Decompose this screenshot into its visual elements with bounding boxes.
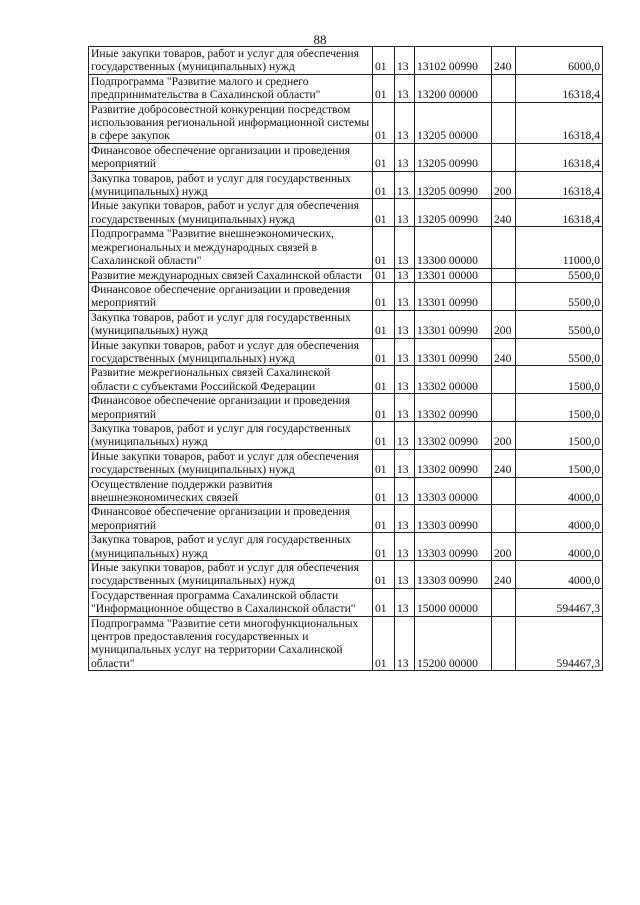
page-number: 88	[313, 32, 327, 47]
table-row	[89, 282, 603, 310]
row-section-cell: 01	[373, 505, 395, 533]
row-amount-cell: 4000,0	[516, 561, 603, 589]
row-name-cell: Финансовое обеспечение организации и проведения мероприятий	[89, 282, 373, 310]
row-section-cell: 01	[373, 421, 395, 449]
row-amount-cell: 594467,3	[516, 588, 603, 616]
row-subsection-cell: 13	[395, 47, 415, 75]
row-expense-type-cell: 200	[492, 421, 516, 449]
row-expense-type-cell	[492, 505, 516, 533]
row-name-cell: Подпрограмма "Развитие сети многофункциональных центров предоставления государственных и муниципальных услуг на территории Сахалинской области"	[89, 616, 373, 671]
row-section-cell: 01	[373, 533, 395, 561]
row-expense-type-cell	[492, 366, 516, 394]
row-name-cell: Закупка товаров, работ и услуг для государственных (муниципальных) нужд	[89, 171, 373, 199]
row-expense-type-cell	[492, 74, 516, 102]
budget-table-body	[89, 47, 603, 671]
row-section-cell: 01	[373, 102, 395, 143]
table-row	[89, 74, 603, 102]
row-section-cell: 01	[373, 199, 395, 227]
row-section-cell: 01	[373, 143, 395, 171]
row-expense-type-cell	[492, 102, 516, 143]
row-target-article-cell: 13300 00000	[415, 227, 492, 268]
row-name-cell: Иные закупки товаров, работ и услуг для обеспечения государственных (муниципальных) нужд	[89, 199, 373, 227]
row-subsection-cell: 13	[395, 143, 415, 171]
row-name-cell: Закупка товаров, работ и услуг для государственных (муниципальных) нужд	[89, 421, 373, 449]
row-target-article-cell: 13301 00990	[415, 282, 492, 310]
row-target-article-cell: 13102 00990	[415, 47, 492, 75]
table-row	[89, 171, 603, 199]
row-section-cell: 01	[373, 338, 395, 366]
row-subsection-cell: 13	[395, 310, 415, 338]
row-subsection-cell: 13	[395, 505, 415, 533]
row-expense-type-cell	[492, 394, 516, 422]
row-section-cell: 01	[373, 171, 395, 199]
row-name-cell: Развитие международных связей Сахалинской области	[89, 268, 373, 282]
table-row	[89, 338, 603, 366]
table-row	[89, 588, 603, 616]
row-subsection-cell: 13	[395, 171, 415, 199]
row-amount-cell: 16318,4	[516, 143, 603, 171]
table-row	[89, 449, 603, 477]
row-name-cell: Закупка товаров, работ и услуг для государственных (муниципальных) нужд	[89, 310, 373, 338]
row-amount-cell: 1500,0	[516, 449, 603, 477]
row-subsection-cell: 13	[395, 366, 415, 394]
row-name-cell: Иные закупки товаров, работ и услуг для обеспечения государственных (муниципальных) нужд	[89, 47, 373, 75]
table-row	[89, 143, 603, 171]
row-section-cell: 01	[373, 310, 395, 338]
row-section-cell: 01	[373, 227, 395, 268]
row-amount-cell: 1500,0	[516, 421, 603, 449]
row-amount-cell: 1500,0	[516, 366, 603, 394]
row-target-article-cell: 15000 00000	[415, 588, 492, 616]
table-row	[89, 227, 603, 268]
row-section-cell: 01	[373, 74, 395, 102]
row-amount-cell: 5500,0	[516, 282, 603, 310]
row-target-article-cell: 13301 00990	[415, 338, 492, 366]
row-name-cell: Иные закупки товаров, работ и услуг для обеспечения государственных (муниципальных) нужд	[89, 561, 373, 589]
row-expense-type-cell	[492, 143, 516, 171]
row-amount-cell: 16318,4	[516, 102, 603, 143]
row-expense-type-cell: 240	[492, 449, 516, 477]
row-section-cell: 01	[373, 366, 395, 394]
row-name-cell: Осуществление поддержки развития внешнеэкономических связей	[89, 477, 373, 505]
row-target-article-cell: 13302 00990	[415, 449, 492, 477]
row-subsection-cell: 13	[395, 616, 415, 671]
row-name-cell: Иные закупки товаров, работ и услуг для обеспечения государственных (муниципальных) нужд	[89, 449, 373, 477]
row-target-article-cell: 13302 00990	[415, 394, 492, 422]
row-target-article-cell: 13205 00990	[415, 143, 492, 171]
table-row	[89, 366, 603, 394]
table-row	[89, 505, 603, 533]
row-amount-cell: 16318,4	[516, 171, 603, 199]
row-subsection-cell: 13	[395, 199, 415, 227]
row-expense-type-cell	[492, 477, 516, 505]
table-row	[89, 199, 603, 227]
row-subsection-cell: 13	[395, 588, 415, 616]
row-subsection-cell: 13	[395, 268, 415, 282]
row-amount-cell: 1500,0	[516, 394, 603, 422]
row-subsection-cell: 13	[395, 338, 415, 366]
row-amount-cell: 16318,4	[516, 199, 603, 227]
row-subsection-cell: 13	[395, 477, 415, 505]
row-section-cell: 01	[373, 561, 395, 589]
row-target-article-cell: 15200 00000	[415, 616, 492, 671]
row-expense-type-cell: 240	[492, 47, 516, 75]
row-name-cell: Подпрограмма "Развитие внешнеэкономических, межрегиональных и международных связей в Сахалинской области"	[89, 227, 373, 268]
row-name-cell: Финансовое обеспечение организации и проведения мероприятий	[89, 505, 373, 533]
row-section-cell: 01	[373, 449, 395, 477]
table-row	[89, 102, 603, 143]
row-subsection-cell: 13	[395, 102, 415, 143]
row-subsection-cell: 13	[395, 561, 415, 589]
row-target-article-cell: 13303 00000	[415, 477, 492, 505]
row-amount-cell: 5500,0	[516, 338, 603, 366]
table-row	[89, 533, 603, 561]
row-expense-type-cell: 200	[492, 533, 516, 561]
row-expense-type-cell: 200	[492, 171, 516, 199]
table-row	[89, 310, 603, 338]
row-name-cell: Подпрограмма "Развитие малого и среднего предпринимательства в Сахалинской области"	[89, 74, 373, 102]
table-row	[89, 421, 603, 449]
row-section-cell: 01	[373, 616, 395, 671]
row-target-article-cell: 13301 00990	[415, 310, 492, 338]
row-expense-type-cell: 240	[492, 338, 516, 366]
row-section-cell: 01	[373, 394, 395, 422]
row-expense-type-cell	[492, 268, 516, 282]
row-name-cell: Закупка товаров, работ и услуг для государственных (муниципальных) нужд	[89, 533, 373, 561]
row-name-cell: Финансовое обеспечение организации и проведения мероприятий	[89, 143, 373, 171]
table-row	[89, 477, 603, 505]
row-expense-type-cell	[492, 616, 516, 671]
row-subsection-cell: 13	[395, 227, 415, 268]
row-target-article-cell: 13303 00990	[415, 561, 492, 589]
row-subsection-cell: 13	[395, 74, 415, 102]
row-section-cell: 01	[373, 47, 395, 75]
row-expense-type-cell	[492, 227, 516, 268]
table-row	[89, 47, 603, 75]
row-target-article-cell: 13205 00000	[415, 102, 492, 143]
row-name-cell: Развитие межрегиональных связей Сахалинской области с субъектами Российской Федерации	[89, 366, 373, 394]
row-subsection-cell: 13	[395, 394, 415, 422]
table-row	[89, 394, 603, 422]
row-subsection-cell: 13	[395, 449, 415, 477]
row-target-article-cell: 13303 00990	[415, 533, 492, 561]
row-target-article-cell: 13303 00990	[415, 505, 492, 533]
row-subsection-cell: 13	[395, 421, 415, 449]
row-section-cell: 01	[373, 588, 395, 616]
table-row	[89, 561, 603, 589]
row-target-article-cell: 13302 00000	[415, 366, 492, 394]
row-amount-cell: 5500,0	[516, 268, 603, 282]
table-row	[89, 268, 603, 282]
row-target-article-cell: 13301 00000	[415, 268, 492, 282]
row-target-article-cell: 13200 00000	[415, 74, 492, 102]
row-section-cell: 01	[373, 477, 395, 505]
row-name-cell: Иные закупки товаров, работ и услуг для обеспечения государственных (муниципальных) нужд	[89, 338, 373, 366]
row-subsection-cell: 13	[395, 282, 415, 310]
row-expense-type-cell: 200	[492, 310, 516, 338]
row-amount-cell: 5500,0	[516, 310, 603, 338]
row-section-cell: 01	[373, 282, 395, 310]
row-expense-type-cell: 240	[492, 561, 516, 589]
row-amount-cell: 4000,0	[516, 477, 603, 505]
row-expense-type-cell: 240	[492, 199, 516, 227]
row-target-article-cell: 13205 00990	[415, 199, 492, 227]
row-target-article-cell: 13205 00990	[415, 171, 492, 199]
row-name-cell: Финансовое обеспечение организации и проведения мероприятий	[89, 394, 373, 422]
row-amount-cell: 16318,4	[516, 74, 603, 102]
row-amount-cell: 4000,0	[516, 533, 603, 561]
row-target-article-cell: 13302 00990	[415, 421, 492, 449]
row-expense-type-cell	[492, 588, 516, 616]
row-section-cell: 01	[373, 268, 395, 282]
row-amount-cell: 11000,0	[516, 227, 603, 268]
row-subsection-cell: 13	[395, 533, 415, 561]
budget-table	[88, 46, 603, 671]
row-expense-type-cell	[492, 282, 516, 310]
row-name-cell: Государственная программа Сахалинской области "Информационное общество в Сахалинской области"	[89, 588, 373, 616]
row-amount-cell: 6000,0	[516, 47, 603, 75]
row-amount-cell: 4000,0	[516, 505, 603, 533]
row-name-cell: Развитие добросовестной конкуренции посредством использования региональной информационной системы в сфере закупок	[89, 102, 373, 143]
table-row	[89, 616, 603, 671]
row-amount-cell: 594467,3	[516, 616, 603, 671]
